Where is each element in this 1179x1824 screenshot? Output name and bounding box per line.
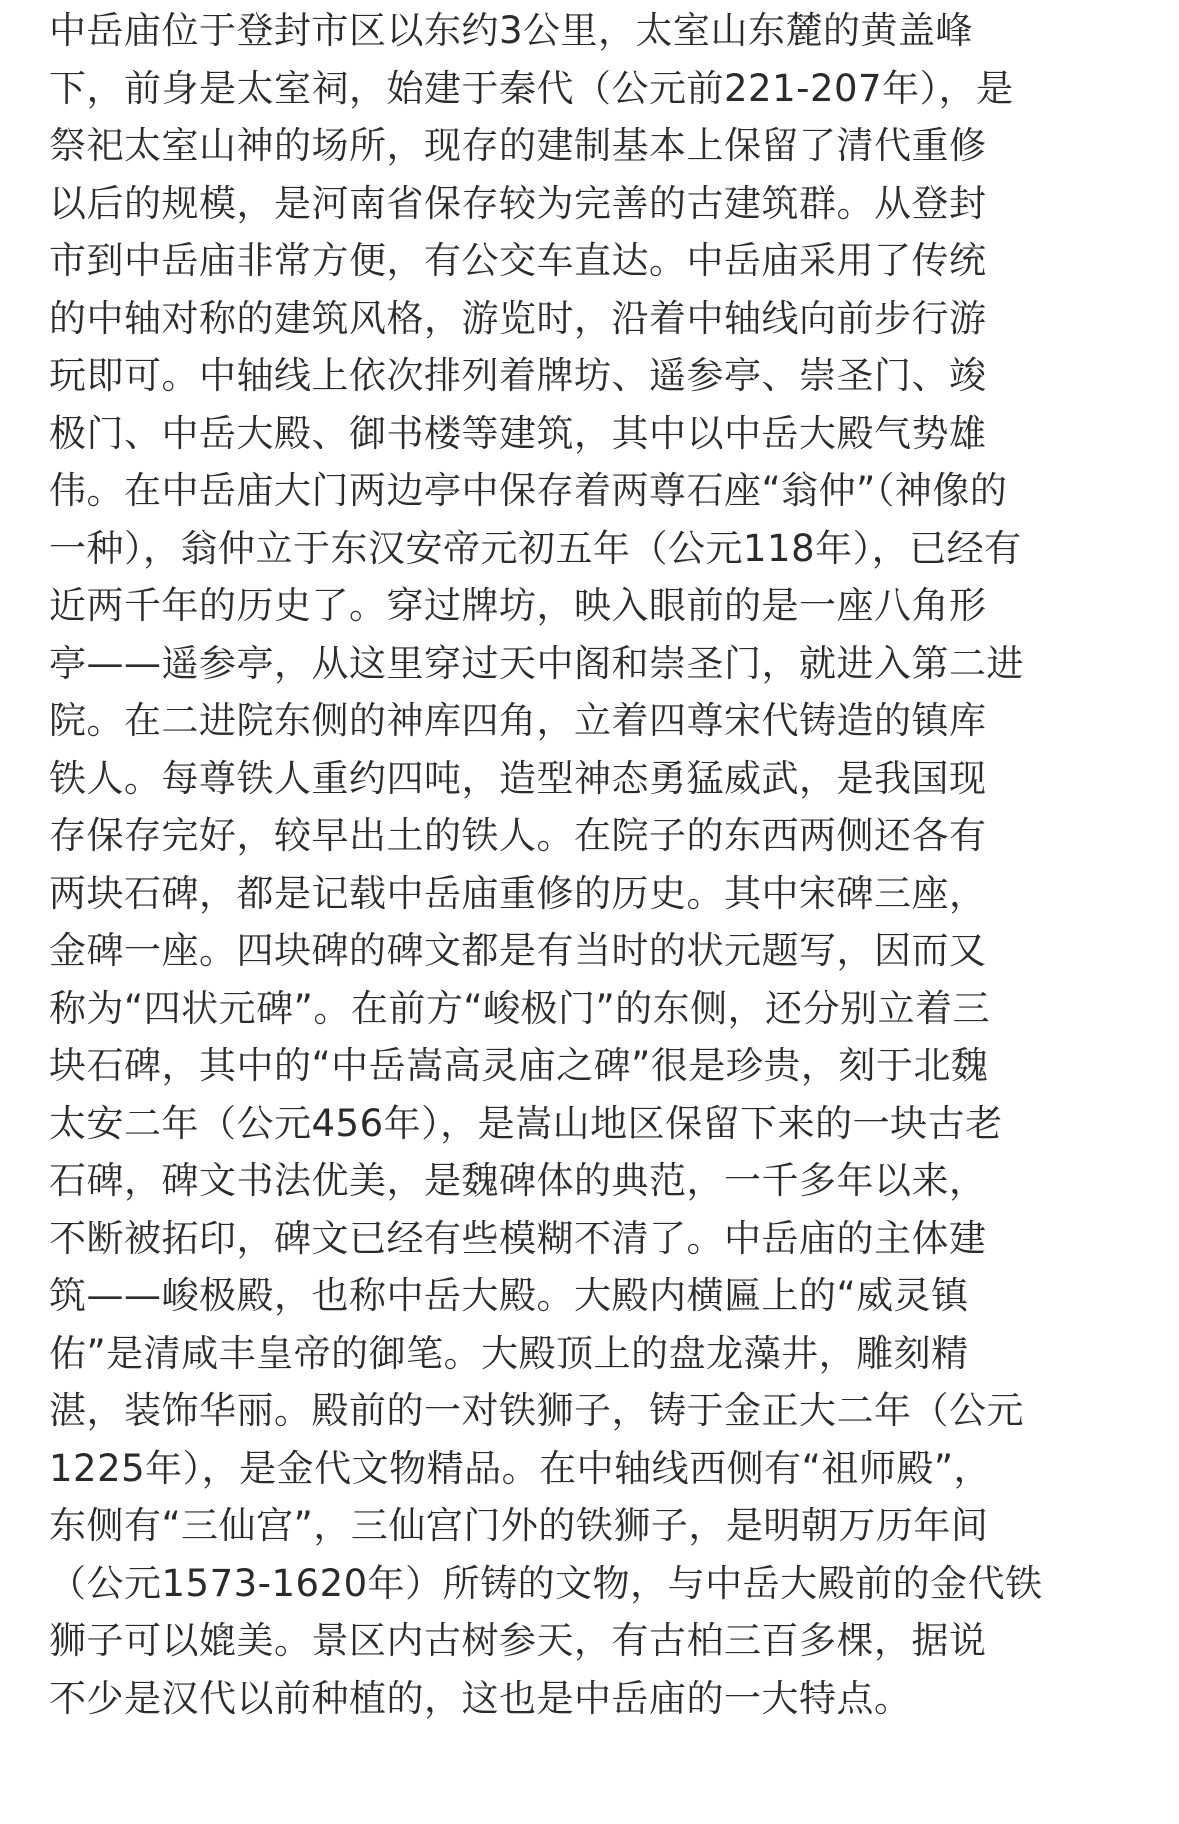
text-line: 院。在二进院东侧的神库四角，立着四尊宋代铸造的镇库 xyxy=(49,699,987,742)
text-line: 筑——峻极殿，也称中岳大殿。大殿内横匾上的“威灵镇 xyxy=(49,1274,969,1317)
text-line: 称为“四状元碑”。在前方“峻极门”的东侧，还分别立着三 xyxy=(49,986,991,1030)
text-line: 市到中岳庙非常方便，有公交车直达。中岳庙采用了传统 xyxy=(49,239,987,282)
text-line: 近两千年的历史了。穿过牌坊，映入眼前的是一座八角形 xyxy=(49,584,987,627)
text-line: 湛，装饰华丽。殿前的一对铁狮子，铸于金正大二年（公元 xyxy=(49,1389,1024,1432)
text-line: 伟。在中岳庙大门两边亭中保存着两尊石座“翁仲”（神像的 xyxy=(49,469,1008,512)
text-line: 块石碑，其中的“中岳嵩高灵庙之碑”很是珍贵，刻于北魏 xyxy=(49,1044,989,1087)
text-line: 佑”是清咸丰皇帝的御笔。大殿顶上的盘龙藻井，雕刻精 xyxy=(49,1331,969,1375)
text-line: 玩即可。中轴线上依次排列着牌坊、遥参亭、崇圣门、竣 xyxy=(49,354,987,397)
text-line: 下，前身是太室祠，始建于秦代（公元前221-207年），是 xyxy=(49,66,1014,110)
text-line: 东侧有“三仙宫”，三仙宫门外的铁狮子，是明朝万历年间 xyxy=(49,1504,989,1547)
text-line: 一种），翁仲立于东汉安帝元初五年（公元118年），已经有 xyxy=(49,526,1022,570)
text-line: 两块石碑，都是记载中岳庙重修的历史。其中宋碑三座， xyxy=(49,871,987,915)
text-line: 亭——遥参亭，从这里穿过天中阁和崇圣门，就进入第二进 xyxy=(49,641,1024,685)
text-line: 极门、中岳大殿、御书楼等建筑，其中以中岳大殿气势雄 xyxy=(49,411,987,455)
text-line: 石碑，碑文书法优美，是魏碑体的典范，一千多年以来， xyxy=(49,1159,987,1202)
article-body xyxy=(49,2,1179,1727)
text-line: 金碑一座。四块碑的碑文都是有当时的状元题写，因而又 xyxy=(49,929,987,972)
text-line: （公元1573-1620年）所铸的文物，与中岳大殿前的金代铁 xyxy=(49,1561,1043,1605)
text-line: 狮子可以媲美。景区内古树参天，有古柏三百多棵，据说 xyxy=(49,1619,987,1662)
text-line: 存保存完好，较早出土的铁人。在院子的东西两侧还各有 xyxy=(49,814,987,857)
text-line: 祭祀太室山神的场所，现存的建制基本上保留了清代重修 xyxy=(49,124,987,167)
text-line: 中岳庙位于登封市区以东约3公里，太室山东麓的黄盖峰 xyxy=(49,9,974,52)
text-line: 的中轴对称的建筑风格，游览时，沿着中轴线向前步行游 xyxy=(49,296,987,340)
text-line: 铁人。每尊铁人重约四吨，造型神态勇猛威武，是我国现 xyxy=(49,756,987,800)
text-line: 太安二年（公元456年），是嵩山地区保留下来的一块古老 xyxy=(49,1101,1003,1145)
text-line: 1225年），是金代文物精品。在中轴线西侧有“祖师殿”， xyxy=(49,1446,991,1490)
text-line: 不少是汉代以前种植的，这也是中岳庙的一大特点。 xyxy=(49,1676,912,1720)
text-line: 不断被拓印，碑文已经有些模糊不清了。中岳庙的主体建 xyxy=(49,1216,987,1260)
text-line: 以后的规模，是河南省保存较为完善的古建筑群。从登封 xyxy=(49,181,987,225)
